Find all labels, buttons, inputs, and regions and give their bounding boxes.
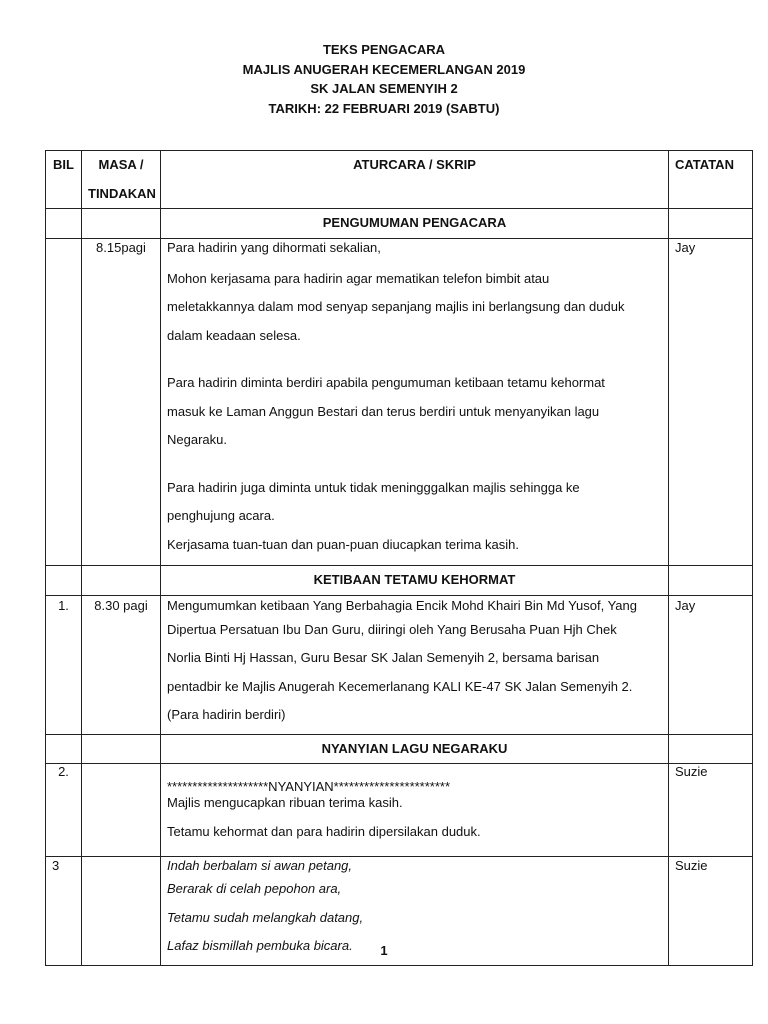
row-note: Suzie [669,764,753,857]
col-header-bil: BIL [46,151,82,209]
section-title: NYANYIAN LAGU NEGARAKU [161,734,669,764]
event-date: TARIKH: 22 FEBRUARI 2019 (SABTU) [268,100,500,116]
row-script [161,764,669,857]
col-header-catatan: CATATAN [669,151,753,209]
script-line: Para hadirin juga diminta untuk tidak meningggalkan majlis sehingga ke [167,479,580,495]
doc-title: TEKS PENGACARA [322,42,446,57]
script-line: Norlia Binti Hj Hassan, Guru Besar SK Jalan Semenyih 2, bersama barisan [167,650,600,665]
script-line: Tetamu kehormat dan para hadirin dipersilakan duduk. [167,824,481,839]
pantun-line: Lafaz bismillah pembuka bicara. [167,938,353,953]
table-row [46,764,753,857]
script-line: Para hadirin diminta berdiri apabila pengumuman ketibaan tetamu kehormat [167,375,605,390]
row-note: Jay [669,238,753,566]
section-title-row [46,566,753,596]
script-line: Para hadirin yang dihormati sekalian, [167,239,381,255]
script-line: (Para hadirin berdiri) [167,707,286,722]
script-line: Dipertua Persatuan Ibu Dan Guru, diiringi oleh Yang Berusaha Puan Hjh Chek [167,621,617,637]
script-line: masuk ke Laman Anggun Bestari dan terus berdiri untuk menyanyikan lagu [167,403,600,419]
school-name: SK JALAN SEMENYIH 2 [310,81,458,96]
col-header-masa-line2: TINDAKAN [88,185,156,201]
table-row [46,595,753,734]
row-script [161,595,669,734]
section-title-row [46,209,753,239]
script-line: Mohon kerjasama para hadirin agar mematikan telefon bimbit atau [167,270,550,286]
script-line: Kerjasama tuan-tuan dan puan-puan diucapkan terima kasih. [167,536,519,552]
pantun-line: Indah berbalam si awan petang, [167,858,353,873]
script-line: Majlis mengucapkan ribuan terima kasih. [167,795,403,810]
script-line: pentadbir ke Majlis Anugerah Kecemerlanang KALI KE-47 SK Jalan Semenyih 2. [167,678,633,694]
section-title-row [46,734,753,764]
document-header [0,40,768,118]
row-number: 1. [46,595,82,734]
col-header-masa [82,151,161,209]
nyanyian-divider: ********************NYANYIAN*********************** [167,779,451,794]
row-note: Jay [669,595,753,734]
row-time: 8.30 pagi [82,595,161,734]
row-number: 2. [46,764,82,857]
script-table [45,150,753,966]
script-line: Mengumumkan ketibaan Yang Berbahagia Encik Mohd Khairi Bin Md Yusof, Yang [167,597,637,613]
col-header-masa-line1: MASA / [98,157,144,172]
col-header-aturcara: ATURCARA / SKRIP [161,151,669,209]
table-row [46,238,753,566]
table-header-row [46,151,753,209]
script-line: Negaraku. [167,432,227,447]
script-line: meletakkannya dalam mod senyap sepanjang majlis ini berlangsung dan duduk [167,299,625,314]
row-number: 3 [46,857,82,966]
section-title: KETIBAAN TETAMU KEHORMAT [161,566,669,596]
row-script [161,238,669,566]
row-note: Suzie [669,857,753,966]
page-number: 1 [380,943,388,958]
row-time: 8.15pagi [82,238,161,566]
script-line: dalam keadaan selesa. [167,327,301,343]
section-title: PENGUMUMAN PENGACARA [161,209,669,239]
pantun-line: Berarak di celah pepohon ara, [167,881,342,896]
event-name: MAJLIS ANUGERAH KECEMERLANGAN 2019 [242,61,526,77]
pantun-line: Tetamu sudah melangkah datang, [167,909,364,925]
script-line: penghujung acara. [167,508,275,523]
